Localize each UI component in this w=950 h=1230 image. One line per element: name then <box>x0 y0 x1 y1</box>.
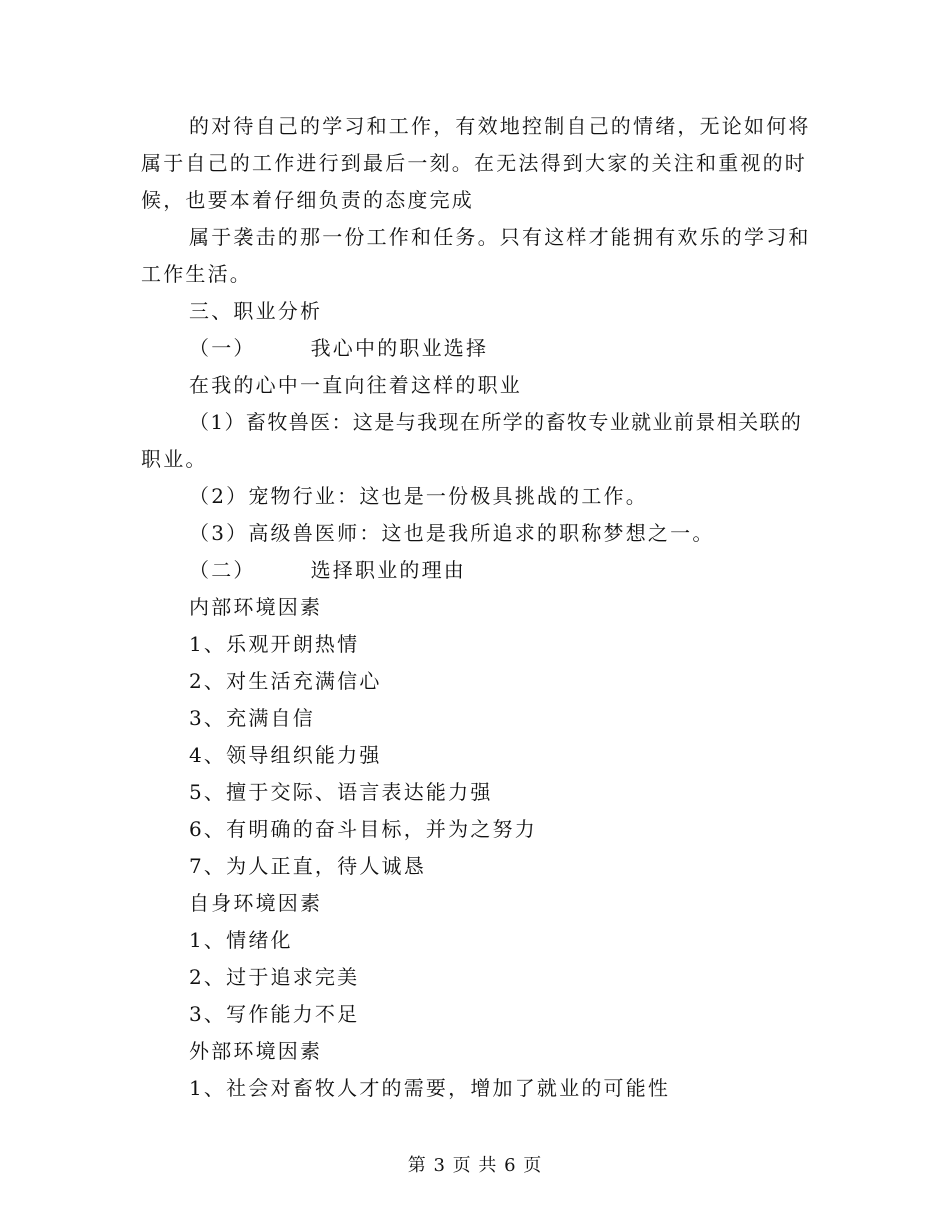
list-item: 2、过于追求完美 <box>189 965 360 989</box>
list-item: （2）宠物行业：这也是一份极具挑战的工作。 <box>189 484 648 508</box>
list-item: 5、擅于交际、语言表达能力强 <box>189 780 493 804</box>
subsection-number: （一） <box>189 336 256 360</box>
subsection-title: 我心中的职业选择 <box>310 336 489 360</box>
list-item: 1、乐观开朗热情 <box>189 632 360 656</box>
subsection-number: （二） <box>189 558 256 582</box>
paragraph-line: 属于自己的工作进行到最后一刻。在无法得到大家的关注和重视的时 <box>141 151 807 175</box>
paragraph-line: 工作生活。 <box>141 262 252 286</box>
paragraph-line: 职业。 <box>141 447 208 471</box>
paragraph-line: 候，也要本着仔细负责的态度完成 <box>141 188 474 212</box>
list-item: 6、有明确的奋斗目标，并为之努力 <box>189 817 537 841</box>
group-heading: 自身环境因素 <box>189 891 323 915</box>
subsection-heading <box>189 552 889 589</box>
subsection-title: 选择职业的理由 <box>310 558 467 582</box>
list-item: （1）畜牧兽医：这是与我现在所学的畜牧专业就业前景相关联的 <box>189 410 803 434</box>
paragraph-line: 的对待自己的学习和工作，有效地控制自己的情绪，无论如何将 <box>189 114 811 138</box>
list-item: 1、社会对畜牧人才的需要，增加了就业的可能性 <box>189 1076 671 1100</box>
subsection-heading <box>189 330 889 367</box>
list-item: 1、情绪化 <box>189 928 293 952</box>
paragraph-line: 属于袭击的那一份工作和任务。只有这样才能拥有欢乐的学习和 <box>189 225 811 249</box>
group-heading: 内部环境因素 <box>189 595 323 619</box>
list-item: 3、充满自信 <box>189 706 315 730</box>
list-item: 4、领导组织能力强 <box>189 743 382 767</box>
list-item: 7、为人正直，待人诚恳 <box>189 854 426 878</box>
group-heading: 外部环境因素 <box>189 1039 323 1063</box>
list-item: 2、对生活充满信心 <box>189 669 382 693</box>
list-item: （3）高级兽医师：这也是我所追求的职称梦想之一。 <box>189 521 715 545</box>
section-heading: 三、职业分析 <box>189 299 323 323</box>
list-item: 3、写作能力不足 <box>189 1002 360 1026</box>
page-number-footer: 第 3 页 共 6 页 <box>407 1155 543 1176</box>
paragraph-line: 在我的心中一直向往着这样的职业 <box>189 373 522 397</box>
